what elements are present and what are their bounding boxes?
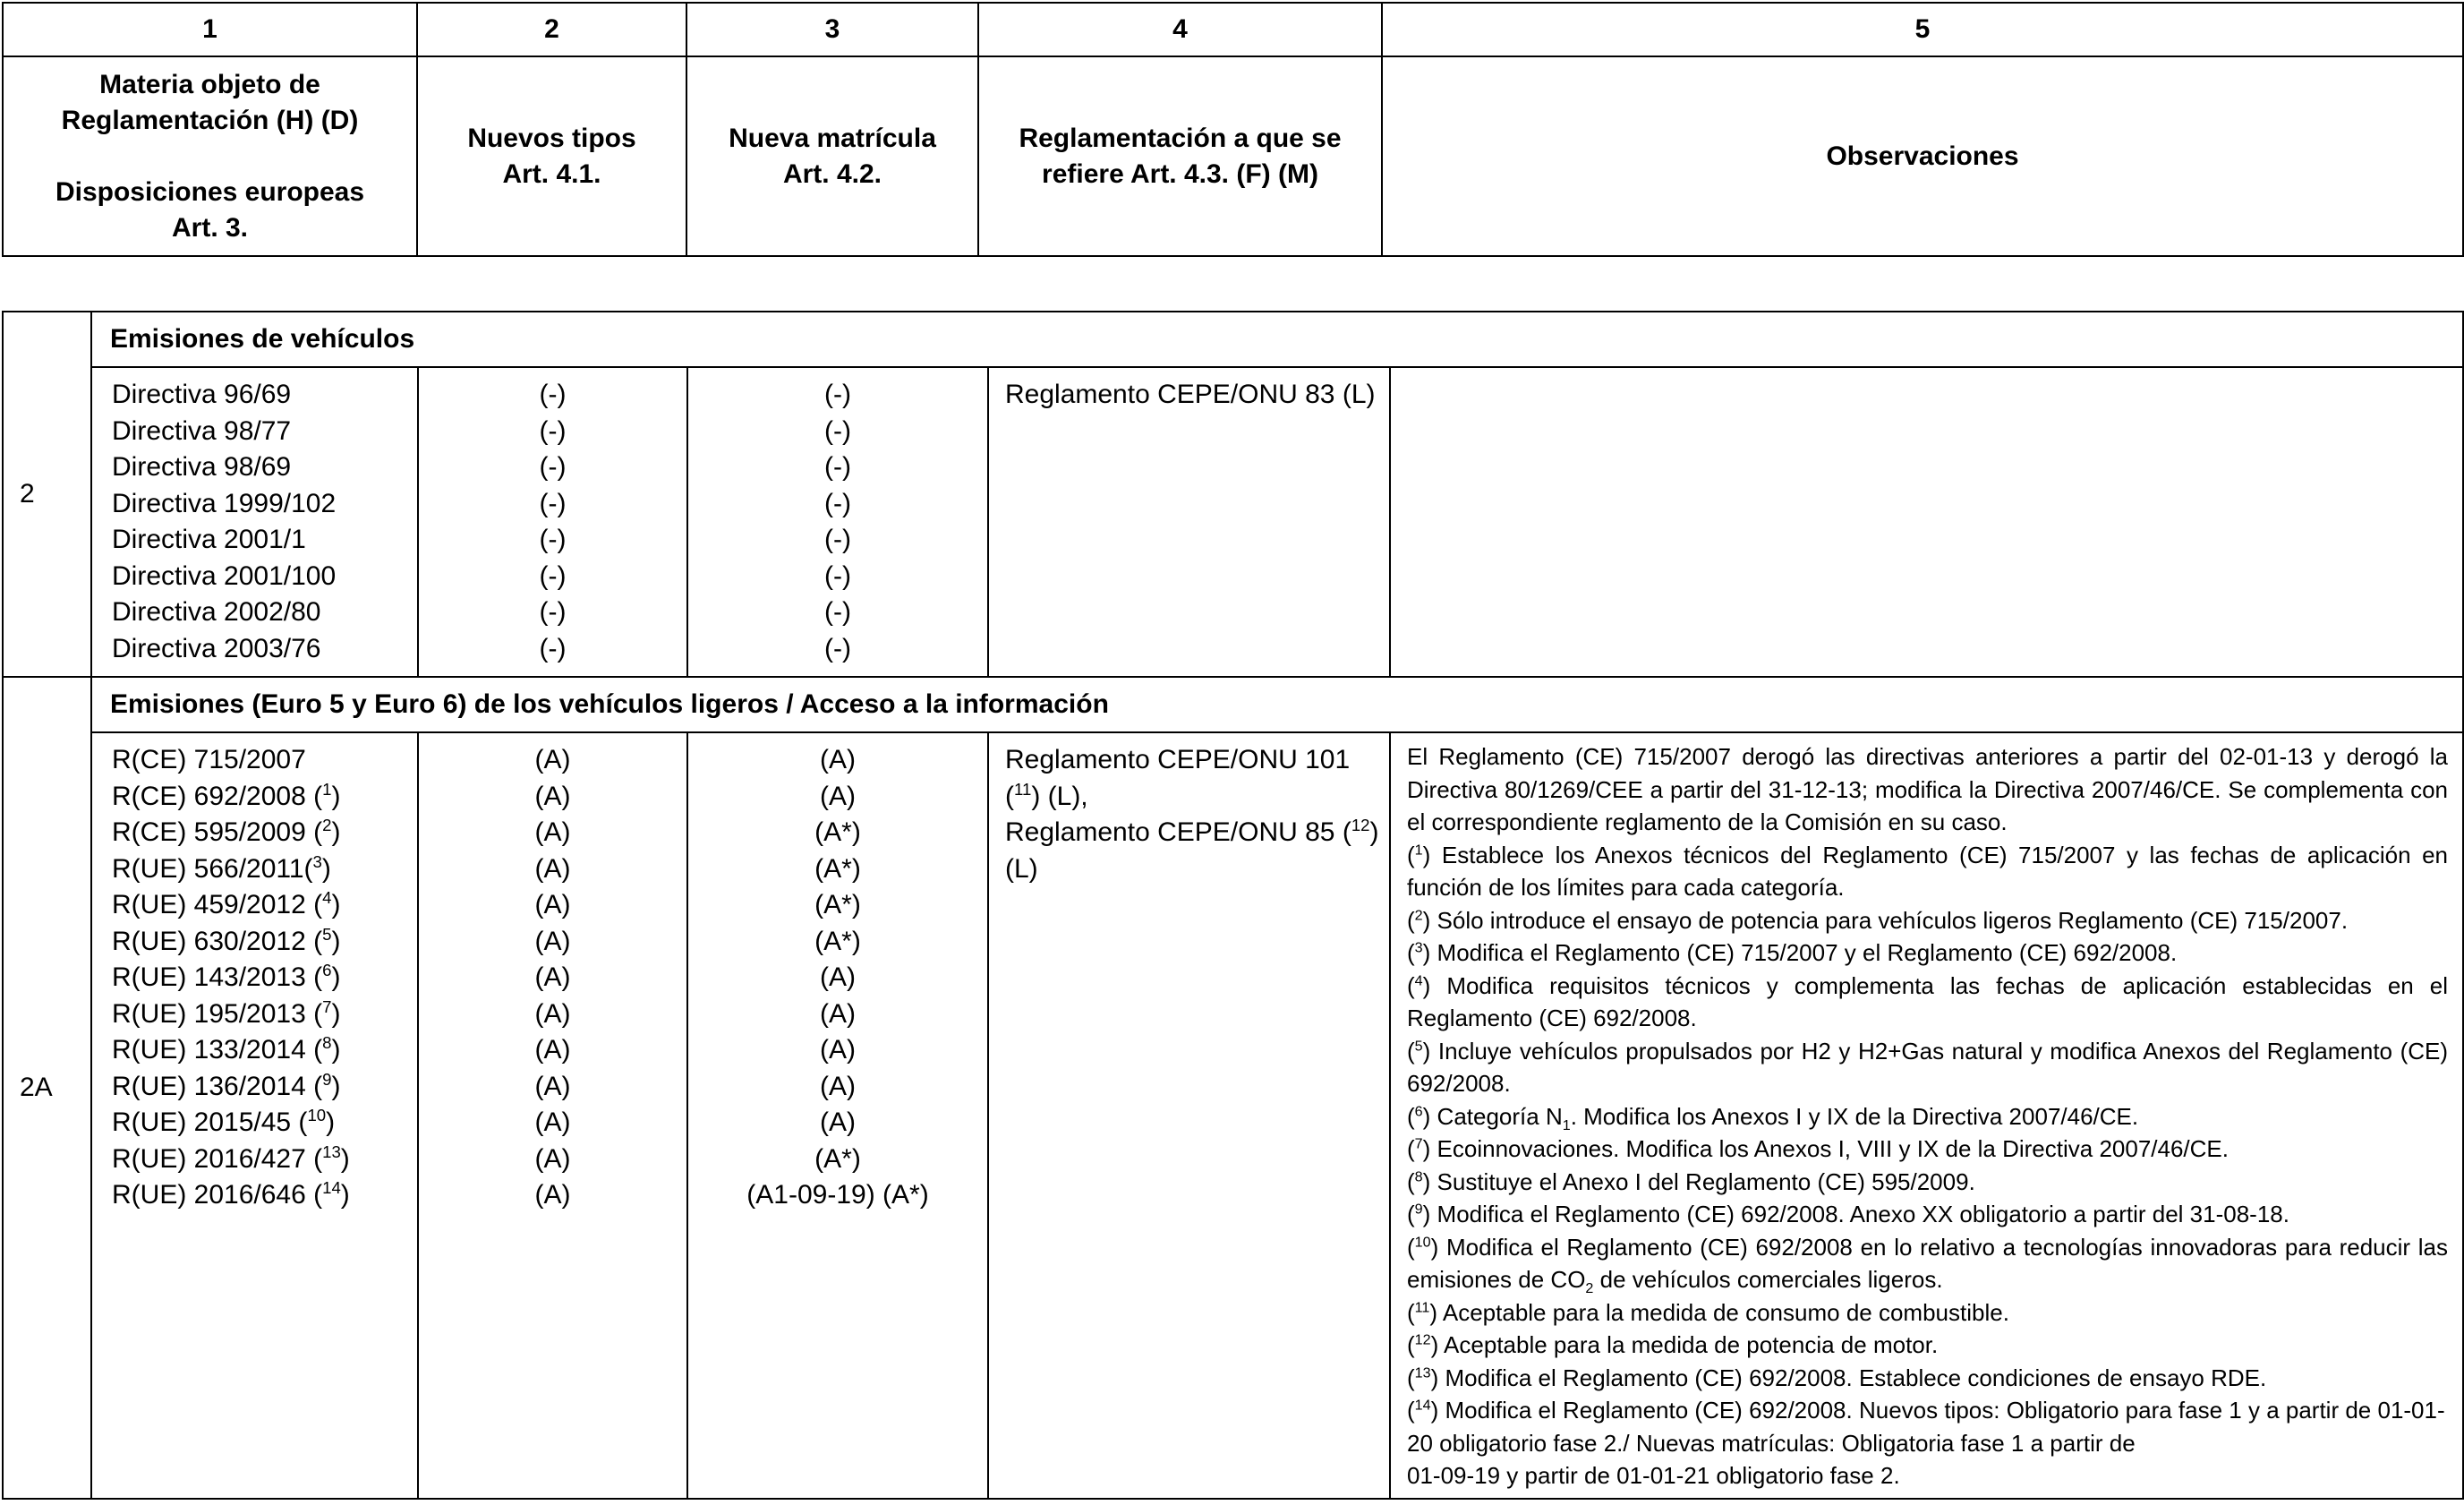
reglamentacion-line: (L): [1005, 853, 1038, 884]
footnote-number: 2: [1414, 906, 1423, 923]
footnote-number: 8: [1414, 1167, 1423, 1184]
reglamentacion-line: Reglamento CEPE/ONU 101: [1005, 745, 1351, 774]
row-2a-content: [3, 732, 2463, 1499]
list-item: R(UE) 143/2013 ($^6$): [112, 961, 341, 992]
header-reglamentacion: [978, 56, 1382, 256]
footnote-item: ($^{12}$) Aceptable para la medida de potencia de motor.: [1407, 1331, 1939, 1358]
list-item: Directiva 98/69: [112, 452, 292, 482]
list-item: (A*): [814, 853, 861, 884]
header-nuevos-tipos-line1: Nuevos tipos: [467, 123, 636, 153]
list-item: (A): [534, 1071, 571, 1101]
list-item: (-): [539, 597, 567, 627]
list-item: (-): [539, 380, 567, 409]
list-item: (A): [820, 781, 856, 811]
column-number-1: 1: [3, 3, 417, 56]
list-item: (-): [824, 633, 851, 663]
list-item: (A): [820, 1107, 856, 1137]
list-item: (-): [824, 597, 851, 627]
list-item: (A): [534, 1035, 571, 1065]
reglamentacion-line: Reglamento CEPE/ONU 85 ($^{12}$): [1005, 816, 1379, 847]
list-item: Directiva 2001/100: [112, 560, 337, 591]
list-item: (A): [534, 817, 571, 847]
list-item: R(UE) 2015/45 ($^{10}$): [112, 1106, 336, 1137]
list-item: (-): [539, 560, 567, 591]
list-item: R(UE) 566/2011($^3$): [112, 851, 331, 884]
footnote-number: 12: [1414, 1331, 1431, 1348]
header-nueva-matricula-line2: Art. 4.2.: [782, 158, 882, 189]
row-2a-section-title: Emisiones (Euro 5 y Euro 6) de los vehículos ligeros / Acceso a la información: [91, 677, 2463, 732]
list-item: (A1-09-19) (A*): [746, 1180, 929, 1210]
list-item: R(UE) 2016/646 ($^{14}$): [112, 1178, 350, 1210]
footnote-item: ($^{11}$) Aceptable para la medida de consumo de combustible.: [1407, 1298, 2009, 1326]
row-2a-nuevos-tipos: [418, 732, 687, 1499]
list-item: Directiva 2002/80: [112, 597, 321, 627]
footnote-item: ($^4$) Modifica requisitos técnicos y complementa las fechas de aplicación establecidas en el Reglamento (CE) 692/2008.: [1407, 971, 2449, 1031]
footnote-item: ($^1$) Establece los Anexos técnicos del Reglamento (CE) 715/2007 y las fechas de aplicación en función de los límites para cada categoría.: [1407, 841, 2449, 901]
column-number-4: 4: [978, 3, 1382, 56]
list-item: (A): [820, 962, 856, 992]
row-2a-regulations: [91, 732, 418, 1499]
header-nueva-matricula: [686, 56, 978, 256]
list-item: (A): [534, 781, 571, 811]
list-item: (A): [820, 1035, 856, 1065]
row-2a-observaciones: [1390, 732, 2463, 1499]
footnote-item: ($^6$) Categoría $N_1$. Modifica los Anexos I y IX de la Directiva 2007/46/CE.: [1407, 1102, 2139, 1133]
column-caption-row: [3, 56, 2463, 256]
footnote-number: 6: [1414, 1102, 1423, 1119]
row-2-observaciones: [1390, 367, 2463, 677]
list-item: R(UE) 133/2014 ($^8$): [112, 1033, 341, 1065]
list-item: (-): [539, 415, 567, 446]
footnote-number: 1: [1414, 841, 1423, 858]
footnote-number: 10: [1414, 1233, 1431, 1250]
row-2-nuevos-tipos: [418, 367, 687, 677]
list-item: R(UE) 459/2012 ($^4$): [112, 888, 341, 919]
list-item: (-): [539, 633, 567, 663]
row-2a-nueva-matricula: [687, 732, 988, 1499]
footnote-number: 4: [1414, 971, 1423, 988]
list-item: (-): [824, 415, 851, 446]
row-2a-number: 2A: [3, 677, 91, 1499]
row-2-content: [3, 367, 2463, 677]
regulations-table: [2, 311, 2464, 1500]
header-nueva-matricula-line1: Nueva matrícula: [729, 123, 936, 153]
list-item: (A): [534, 998, 571, 1029]
observaciones-intro: El Reglamento (CE) 715/2007 derogó las directivas anteriores a partir del 02-01-13 y derogó la Directiva 80/1269/CEE a partir del 31-12-13; modifica la Directiva 2007/46/CE. Se complementa con el correspondiente reglamento de la Comisión en su caso.: [1407, 743, 2449, 835]
header-observaciones: Observaciones: [1382, 56, 2463, 256]
footnote-item: ($^{14}$) Modifica el Reglamento (CE) 692/2008. Nuevos tipos: Obligatorio para fase 1 y a partir de 01-01-20 obligatorio fase 2./ Nuevas matrículas: Obligatoria fase 1 a partir de 01-09-19 y partir de 01-01-21 obligatorio fase 2.: [1407, 1397, 2445, 1489]
footnote-item: ($^3$) Modifica el Reglamento (CE) 715/2007 y el Reglamento (CE) 692/2008.: [1407, 939, 2178, 966]
header-reglamentacion-line2: refiere Art. 4.3. (F) (M): [1042, 158, 1318, 189]
list-item: (A): [534, 1143, 571, 1174]
list-item: (-): [824, 452, 851, 482]
list-item: (A*): [814, 1143, 861, 1174]
header-materia-line3: Disposiciones europeas: [55, 176, 365, 207]
list-item: R(UE) 2016/427 ($^{13}$): [112, 1142, 350, 1174]
header-materia-line1: Materia objeto de: [99, 69, 320, 99]
row-2-reglamentacion: Reglamento CEPE/ONU 83 (L): [988, 367, 1390, 677]
list-item: (A): [534, 745, 571, 774]
list-item: (A): [534, 962, 571, 992]
list-item: R(UE) 136/2014 ($^9$): [112, 1069, 341, 1101]
footnote-number: 3: [1414, 939, 1423, 956]
header-materia-line2: Reglamentación (H) (D): [61, 105, 359, 135]
list-item: (-): [539, 452, 567, 482]
row-2-section: [3, 312, 2463, 367]
footnote-item: ($^8$) Sustituye el Anexo I del Reglamento (CE) 595/2009.: [1407, 1167, 1975, 1195]
column-number-3: 3: [686, 3, 978, 56]
list-item: (-): [824, 525, 851, 554]
list-item: (A): [534, 890, 571, 919]
column-number-2: 2: [417, 3, 686, 56]
list-item: (A): [820, 1071, 856, 1101]
list-item: Directiva 2003/76: [112, 633, 321, 663]
row-2-section-title: Emisiones de vehículos: [91, 312, 2463, 367]
list-item: Directiva 1999/102: [112, 488, 337, 518]
footnote-number: 9: [1414, 1201, 1423, 1218]
list-item: (-): [824, 488, 851, 518]
list-item: R(CE) 595/2009 ($^2$): [112, 816, 341, 847]
row-2a-section: [3, 677, 2463, 732]
header-materia-line4: Art. 3.: [171, 212, 249, 243]
row-2-directives: [91, 367, 418, 677]
footnote-item: ($^7$) Ecoinnovaciones. Modifica los Anexos I, VIII y IX de la Directiva 2007/46/CE.: [1407, 1135, 2229, 1162]
list-item: (-): [539, 488, 567, 518]
observaciones-notes: [1407, 839, 2448, 1492]
header-reglamentacion-line1: Reglamentación a que se: [1019, 123, 1342, 153]
list-item: Directiva 96/69: [112, 380, 292, 409]
list-item: (A): [534, 853, 571, 884]
footnote-item: ($^{13}$) Modifica el Reglamento (CE) 692/2008. Establece condiciones de ensayo RDE.: [1407, 1364, 2267, 1391]
list-item: (A): [534, 1107, 571, 1137]
list-item: R(CE) 692/2008 ($^1$): [112, 779, 341, 811]
footnote-number: 5: [1414, 1037, 1423, 1054]
list-item: (A): [534, 926, 571, 956]
list-item: (-): [824, 380, 851, 409]
row-2-nueva-matricula: [687, 367, 988, 677]
list-item: R(CE) 715/2007: [112, 745, 306, 774]
list-item: (A): [534, 1180, 571, 1210]
footnote-item: ($^2$) Sólo introduce el ensayo de potencia para vehículos ligeros Reglamento (CE) 715/2007.: [1407, 906, 2349, 934]
row-2a-reglamentacion: [988, 732, 1390, 1499]
list-item: (A*): [814, 926, 861, 956]
header-nuevos-tipos-line2: Art. 4.1.: [502, 158, 601, 189]
column-number-row: [3, 3, 2463, 56]
footnote-item: ($^{10}$) Modifica el Reglamento (CE) 692/2008 en lo relativo a tecnologías innovadoras para reducir las emisiones de $CO_2$ de vehículos comerciales ligeros.: [1407, 1233, 2449, 1297]
reglamentacion-line: ($^{11}$) (L),: [1005, 779, 1088, 811]
footnote-number: 7: [1414, 1135, 1423, 1152]
list-item: (A*): [814, 817, 861, 847]
list-item: R(UE) 195/2013 ($^7$): [112, 996, 341, 1029]
list-item: Directiva 2001/1: [112, 525, 306, 554]
footnote-number: 13: [1414, 1364, 1431, 1381]
header-nuevos-tipos: [417, 56, 686, 256]
footnote-item: ($^5$) Incluye vehículos propulsados por H2 y H2+Gas natural y modifica Anexos del Reglamento (CE) 692/2008.: [1407, 1037, 2449, 1097]
list-item: (-): [539, 525, 567, 554]
list-item: (-): [824, 560, 851, 591]
column-number-5: 5: [1382, 3, 2463, 56]
row-2-number: 2: [3, 312, 91, 677]
list-item: (A): [820, 998, 856, 1029]
header-materia: [3, 56, 417, 256]
list-item: (A*): [814, 890, 861, 919]
footnote-number: 11: [1414, 1298, 1430, 1315]
list-item: Directiva 98/77: [112, 415, 292, 446]
list-item: R(UE) 630/2012 ($^5$): [112, 924, 341, 956]
list-item: (A): [820, 745, 856, 774]
footnote-number: 14: [1414, 1397, 1431, 1414]
header-table: [2, 2, 2464, 257]
footnote-item: ($^9$) Modifica el Reglamento (CE) 692/2008. Anexo XX obligatorio a partir del 31-08-18.: [1407, 1201, 2289, 1227]
